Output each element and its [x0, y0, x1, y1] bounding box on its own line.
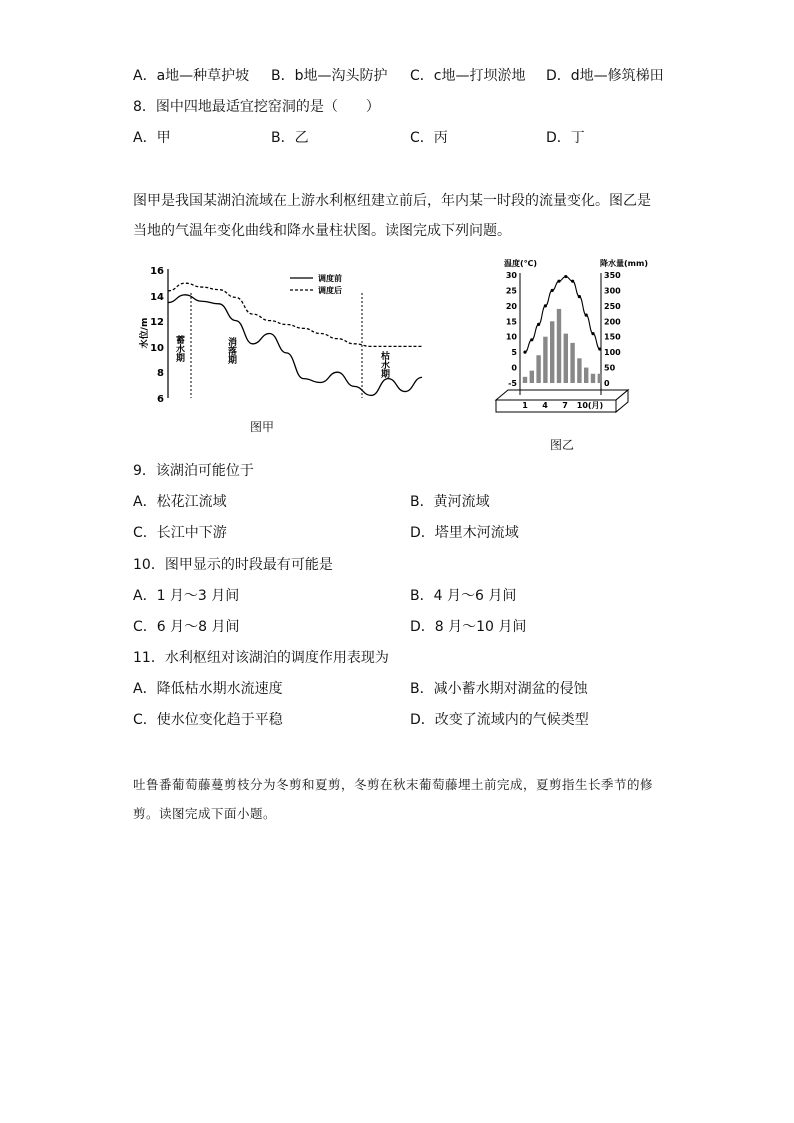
yi-precip-bar	[530, 371, 534, 383]
yi-left-tick: 30	[505, 271, 517, 280]
yi-right-tick: 0	[604, 379, 610, 388]
yi-base-top	[496, 390, 628, 400]
yi-temp-line	[525, 277, 600, 353]
intro-paragraph-1: 图甲是我国某湖泊流域在上游水利枢纽建立前后，年内某一时段的流量变化。图乙是当地的气温年变化曲线和降水量柱状图。读图完成下列问题。	[133, 193, 651, 239]
jia-period-dry: 枯水期	[379, 351, 389, 378]
q8-stem: 8．图中四地最适宜挖窑洞的是（ ）	[133, 99, 380, 115]
yi-temp-point	[564, 275, 567, 278]
yi-temp-point	[551, 289, 554, 292]
yi-right-tick: 350	[604, 271, 621, 280]
yi-temp-point	[571, 280, 574, 283]
yi-right-tick: 100	[604, 348, 621, 358]
yi-temp-point	[591, 332, 594, 335]
q10-stem: 10．图甲显示的时段最有可能是	[133, 557, 333, 573]
jia-period-storage: 蓄水期	[174, 335, 184, 362]
q9-option-b: B．黄河流域	[410, 494, 490, 510]
yi-left-title: 温度(℃)	[504, 259, 537, 268]
yi-right-tick: 250	[604, 301, 621, 311]
yi-left-tick: 0	[511, 363, 517, 373]
yi-left-tick: 25	[505, 286, 517, 296]
yi-xtick-7: 7	[562, 401, 568, 410]
q11-option-a: A．降低枯水期水流速度	[133, 681, 283, 697]
yi-xtick-10: 10(月)	[576, 401, 604, 410]
q9-option-d: D．塔里木河流域	[410, 525, 519, 541]
yi-xtick-4: 4	[542, 401, 548, 410]
jia-legend-before: 调度前	[318, 274, 342, 283]
q11-option-b: B．减小蓄水期对湖盆的侵蚀	[410, 681, 588, 697]
yi-right-title: 降水量(mm)	[600, 259, 648, 268]
yi-temp-point	[544, 304, 547, 307]
yi-precip-bar	[557, 309, 561, 383]
yi-left-tick: 20	[505, 301, 517, 311]
q8-option-a: A．甲	[133, 130, 171, 146]
q9-option-a: A．松花江流域	[133, 494, 227, 510]
yi-right-tick: 150	[604, 332, 621, 342]
yi-precip-bar	[598, 374, 602, 383]
figure-jia-chart	[135, 255, 435, 445]
jia-ytick-10: 10	[150, 343, 164, 354]
yi-temp-point	[578, 295, 581, 298]
yi-right-tick: 50	[604, 363, 616, 373]
figure-jia-caption: 图甲	[250, 420, 275, 434]
yi-left-tick: -5	[508, 379, 517, 388]
q11-stem: 11．水利枢纽对该湖泊的调度作用表现为	[133, 650, 389, 666]
jia-ytick-16: 16	[150, 266, 164, 277]
yi-temp-point	[557, 280, 560, 283]
q8-option-c: C．丙	[410, 130, 448, 146]
q9-stem: 9．该湖泊可能位于	[133, 463, 254, 479]
yi-precip-bar	[591, 374, 595, 383]
yi-left-tick: 10	[505, 332, 517, 342]
yi-temp-point	[530, 338, 533, 341]
jia-line-before	[168, 295, 422, 396]
q10-option-d: D．8 月～10 月间	[410, 619, 527, 635]
yi-precip-bar	[543, 337, 547, 383]
intro-paragraph-2: 吐鲁番葡萄藤蔓剪枝分为冬剪和夏剪，冬剪在秋末葡萄藤埋土前完成，夏剪指生长季节的修剪。读图完成下面小题。	[133, 777, 654, 821]
q8-option-d: D．丁	[546, 130, 585, 146]
q7-option-d: D．d地—修筑梯田	[546, 68, 664, 84]
yi-precip-bar	[564, 334, 568, 383]
yi-temp-point	[537, 323, 540, 326]
yi-left-tick: 5	[511, 348, 517, 358]
q7-option-b: B．b地—沟头防护	[271, 68, 388, 84]
yi-temp-point	[585, 314, 588, 317]
jia-y-label: 水位/m	[140, 317, 150, 349]
q7-option-c: C．c地—打坝淤地	[410, 68, 526, 84]
yi-right-tick: 200	[604, 317, 621, 327]
q11-option-c: C．使水位变化趋于平稳	[133, 712, 283, 728]
figure-yi-caption: 图乙	[550, 438, 575, 452]
yi-left-tick: 15	[505, 317, 517, 327]
jia-period-drawdown: 消落期	[226, 337, 236, 364]
q10-option-c: C．6 月～8 月间	[133, 619, 240, 635]
figure-yi-chart	[488, 255, 648, 455]
jia-ytick-12: 12	[150, 317, 164, 328]
yi-temp-point	[598, 347, 601, 350]
yi-precip-bar	[550, 321, 554, 383]
q7-option-a: A．a地—种草护坡	[133, 68, 250, 84]
jia-ytick-8: 8	[157, 368, 164, 379]
jia-line-after	[168, 283, 422, 346]
jia-ytick-14: 14	[150, 292, 164, 303]
yi-xtick-1: 1	[522, 401, 528, 410]
yi-precip-bar	[570, 343, 574, 383]
q10-option-b: B．4 月～6 月间	[410, 588, 517, 604]
q8-option-b: B．乙	[271, 130, 309, 146]
yi-precip-bar	[523, 377, 527, 383]
jia-legend-after: 调度后	[318, 286, 342, 295]
q10-option-a: A．1 月～3 月间	[133, 588, 240, 604]
figure-yi	[488, 255, 648, 455]
q9-option-c: C．长江中下游	[133, 525, 227, 541]
q11-option-d: D．改变了流域内的气候类型	[410, 712, 589, 728]
yi-right-tick: 300	[604, 286, 621, 296]
yi-temp-point	[523, 351, 526, 354]
figure-jia	[135, 255, 435, 445]
yi-precip-bar	[536, 355, 540, 383]
yi-precip-bar	[577, 358, 581, 383]
jia-ytick-6: 6	[157, 394, 164, 405]
yi-precip-bar	[584, 368, 588, 383]
